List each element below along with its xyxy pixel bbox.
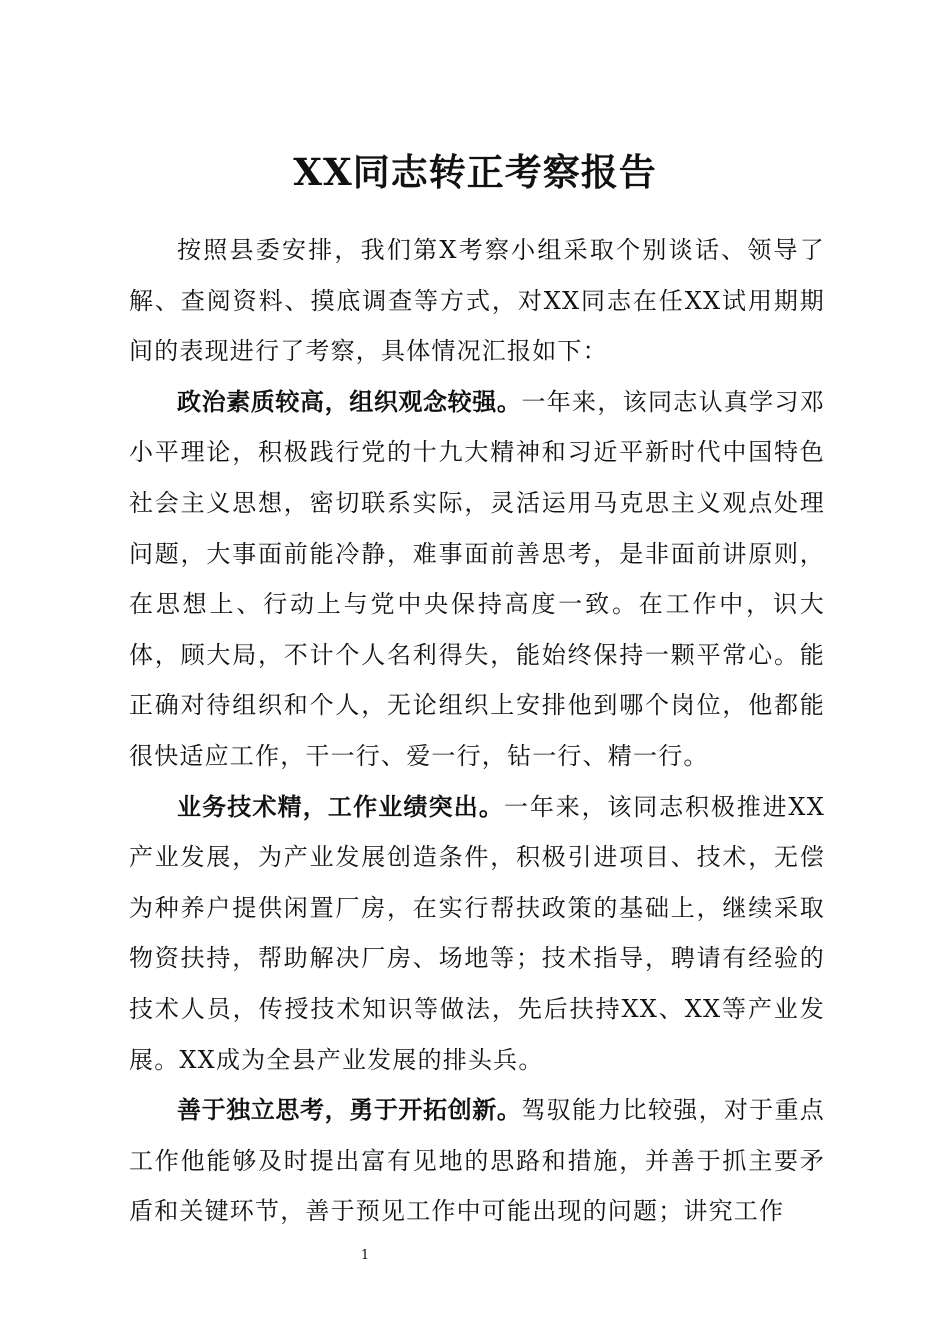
paragraph-text: 一年来，该同志积极推进XX产业发展，为产业发展创造条件，积极引进项目、技术，无偿为种养户提供闲置厂房，在实行帮扶政策的基础上，继续采取物资扶持，帮助解决厂房、场地等；技术指导，聘请有经验的技术人员，传授技术知识等做法，先后扶持XX、XX等产业发展。XX成为全县产业发展的排头兵。	[129, 792, 825, 1074]
paragraph-political-quality	[129, 377, 825, 782]
paragraph-text: 按照县委安排，我们第X考察小组采取个别谈话、领导了解、查阅资料、摸底调查等方式，对XX同志在任XX试用期期间的表现进行了考察，具体情况汇报如下：	[129, 236, 825, 366]
paragraph-text: 一年来，该同志认真学习邓小平理论，积极践行党的十九大精神和习近平新时代中国特色社会主义思想，密切联系实际，灵活运用马克思主义观点处理问题，大事面前能冷静，难事面前善思考，是非面前讲原则，在思想上、行动上与党中央保持高度一致。在工作中，识大体，顾大局，不计个人名利得失，能始终保持一颗平常心。能正确对待组织和个人，无论组织上安排他到哪个岗位，他都能很快适应工作，干一行、爱一行，钻一行、精一行。	[129, 387, 825, 770]
paragraph-innovation	[129, 1085, 825, 1237]
page-number: 1	[360, 1248, 370, 1263]
paragraph-intro	[129, 225, 825, 377]
document-title: XX同志转正考察报告	[293, 150, 657, 194]
paragraph-heading: 善于独立思考，勇于开拓创新。	[177, 1096, 522, 1125]
paragraph-heading: 政治素质较高，组织观念较强。	[177, 387, 522, 416]
document-body	[129, 225, 825, 1237]
paragraph-heading: 业务技术精，工作业绩突出。	[177, 792, 505, 821]
paragraph-text: 驾驭能力比较强，对于重点工作他能够及时提出富有见地的思路和措施，并善于抓主要矛盾和关键环节，善于预见工作中可能出现的问题；讲究工作	[129, 1096, 825, 1226]
paragraph-business-skills	[129, 782, 825, 1086]
